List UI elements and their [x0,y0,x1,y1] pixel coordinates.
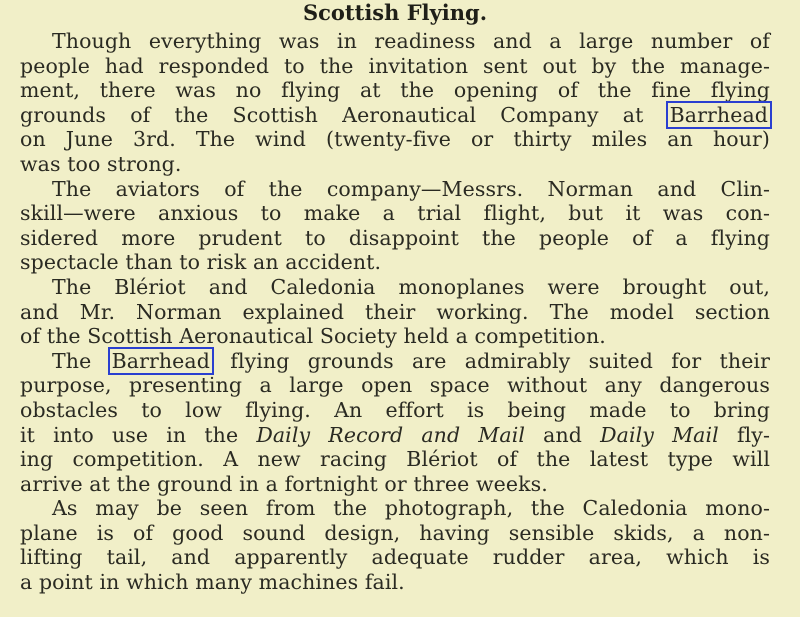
text-line: and Mr. Norman explained their working. The model section [20,299,770,324]
text-segment: fly- [718,422,770,447]
paragraph [20,349,770,497]
text-line: was too strong. [20,151,182,176]
text-line: As may be seen from the photograph, the Caledonia mono- [52,496,770,521]
text-line: purpose, presenting a large open space without any dangerous [20,373,770,398]
text-segment: and [525,422,601,447]
text-line: The aviators of the company—Messrs. Norman and Clin- [52,176,770,201]
highlighted-term: Barrhead [111,348,210,373]
text-line: lifting tail, and apparently adequate rudder area, which is [20,545,770,570]
italic-text: Daily Mail [600,422,719,447]
text-line: Though everything was in readiness and a large number of [52,29,770,53]
paragraph [20,496,770,594]
text-segment: grounds of the Scottish Aeronautical Company at [20,102,668,127]
paragraph [20,177,770,275]
paragraph [20,29,770,177]
text-line: spectacle than to risk an accident. [20,250,382,275]
text-segment: flying grounds are admirably suited for their [211,348,770,373]
text-line: of the Scottish Aeronautical Society held a competition. [20,324,606,349]
article-body [20,29,770,595]
document-page [0,1,800,617]
paragraph [20,275,770,349]
article-title: Scottish Flying. [302,0,488,25]
text-line: skill—were anxious to make a trial flight, but it was con- [20,201,770,226]
text-segment: The [52,348,110,373]
text-line: The Blériot and Caledonia monoplanes were brought out, [52,274,770,299]
text-line: people had responded to the invitation sent out by the manage- [20,53,770,78]
text-line: arrive at the ground in a fortnight or three weeks. [20,471,548,496]
text-line: on June 3rd. The wind (twenty-five or thirty miles an hour) [20,127,770,152]
text-segment: it into use in the [20,422,257,447]
text-line: a point in which many machines fail. [20,570,405,595]
text-line: obstacles to low flying. An effort is being made to bring [20,397,770,422]
highlighted-term: Barrhead [669,102,768,127]
text-line [20,423,770,448]
text-line [20,103,770,128]
text-line [20,349,770,374]
text-line: sidered more prudent to disappoint the people of a flying [20,225,770,250]
text-line: plane is of good sound design, having sensible skids, a non- [20,520,770,545]
text-line: ing competition. A new racing Blériot of the latest type will [20,447,770,472]
text-line: ment, there was no flying at the opening of the fine flying [20,78,770,103]
italic-text: Daily Record and Mail [256,422,526,447]
